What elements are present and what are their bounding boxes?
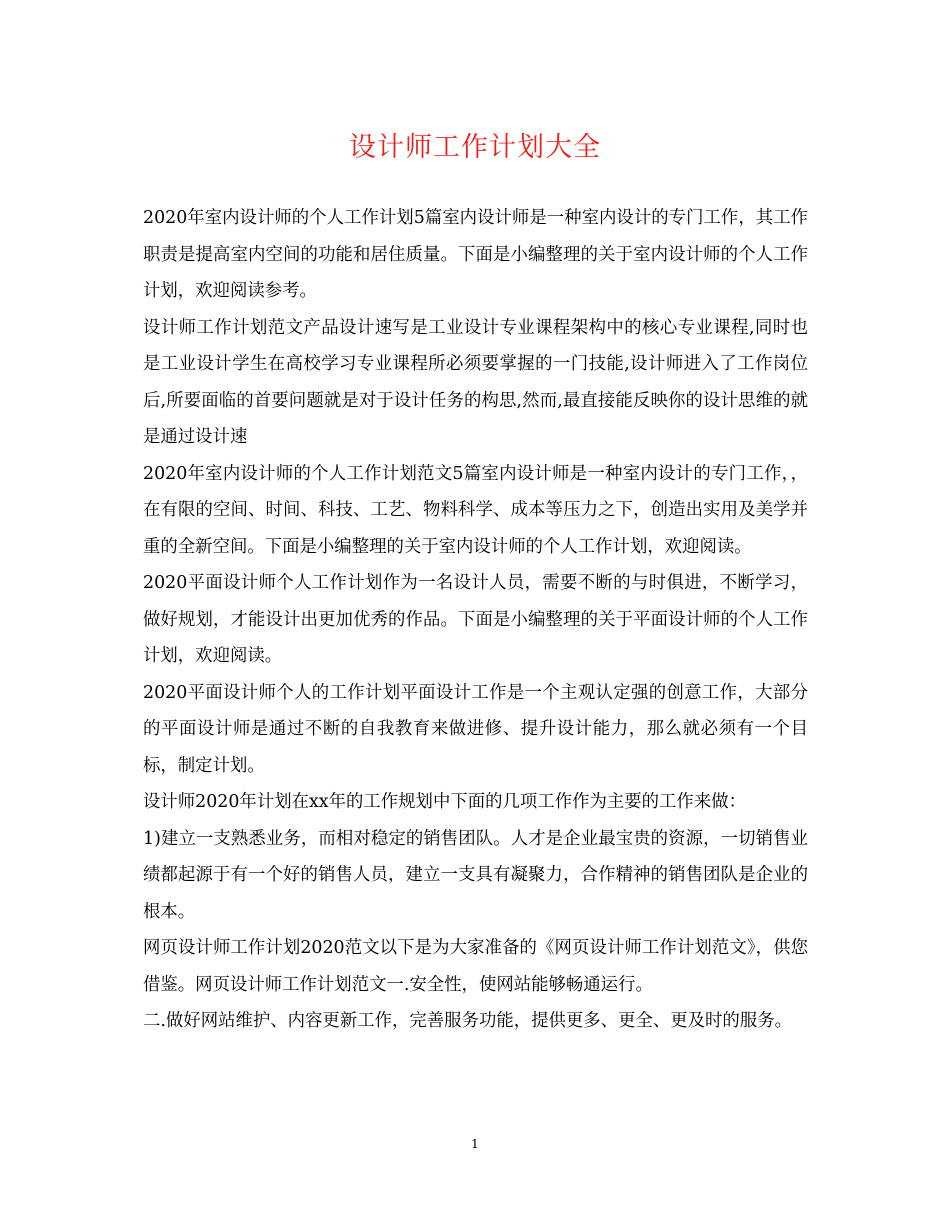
paragraph-1: 2020年室内设计师的个人工作计划5篇室内设计师是一种室内设计的专门工作，其工作职责是提高室内空间的功能和居住质量。下面是小编整理的关于室内设计师的个人工作计划，欢迎阅读参考。 [143, 208, 808, 301]
page-number: 1 [471, 1137, 479, 1151]
paragraph-8: 网页设计师工作计划2020范文以下是为大家准备的《网页设计师工作计划范文》，供您借鉴。网页设计师工作计划范文一.安全性，使网站能够畅通运行。 [143, 938, 808, 995]
paragraph-3: 2020年室内设计师的个人工作计划范文5篇室内设计师是一种室内设计的专门工作，，在有限的空间、时间、科技、工艺、物料科学、成本等压力之下，创造出实用及美学并重的全新空间。下面是小编整理的关于室内设计师的个人工作计划，欢迎阅读。 [143, 463, 808, 557]
paragraph-2: 设计师工作计划范文产品设计速写是工业设计专业课程架构中的核心专业课程,同时也是工业设计学生在高校学习专业课程所必须要掌握的一门技能,设计师进入了工作岗位后,所要面临的首要问题就是对于设计任务的构思,然而,最直接能反映你的设计思维的就是通过设计速 [143, 317, 808, 447]
paragraph-7: 1)建立一支熟悉业务，而相对稳定的销售团队。人才是企业最宝贵的资源，一切销售业绩都起源于有一个好的销售人员，建立一支具有凝聚力，合作精神的销售团队是企业的根本。 [143, 828, 808, 922]
paragraph-9: 二.做好网站维护、内容更新工作，完善服务功能，提供更多、更全、更及时的服务。 [143, 1011, 792, 1031]
paragraph-6: 设计师2020年计划在xx年的工作规划中下面的几项工作作为主要的工作来做： [143, 792, 746, 812]
page-title: 设计师工作计划大全 [349, 132, 601, 163]
paragraph-4: 2020平面设计师个人工作计划作为一名设计人员，需要不断的与时俱进，不断学习，做好规划，才能设计出更加优秀的作品。下面是小编整理的关于平面设计师的个人工作计划，欢迎阅读。 [143, 573, 808, 666]
document-body [143, 200, 808, 1040]
paragraph-5: 2020平面设计师个人的工作计划平面设计工作是一个主观认定强的创意工作，大部分的平面设计师是通过不断的自我教育来做进修、提升设计能力，那么就必须有一个目标，制定计划。 [143, 682, 808, 776]
